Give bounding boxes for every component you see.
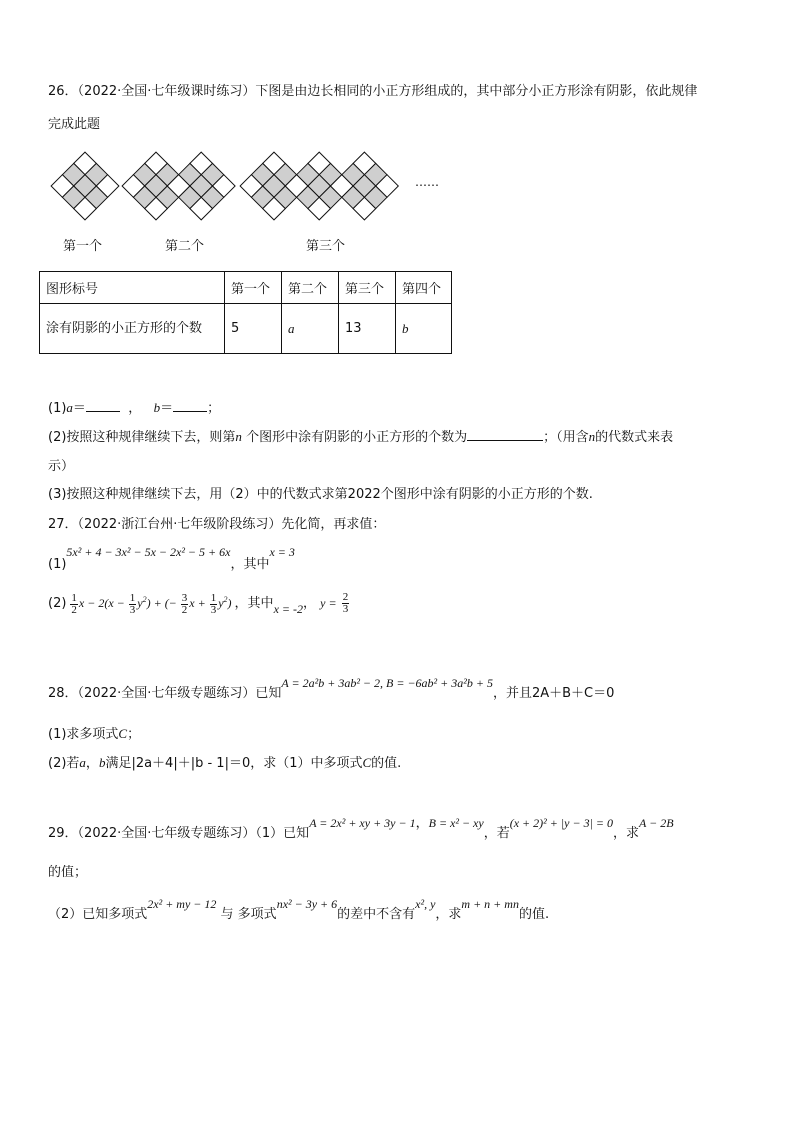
fig-label-3: 第三个	[306, 239, 346, 254]
q26-sub2-cont: 示）	[48, 459, 75, 474]
q28-tail: ，并且2A＋B＋C＝0	[492, 686, 615, 701]
p1-mid: ，其中	[230, 557, 270, 572]
q27-p2	[48, 592, 350, 632]
q26-source: （2022·全国·七年级课时练习）	[77, 84, 256, 99]
q29-cond: (x + 2)² + |y − 3| = 0	[509, 816, 613, 830]
y-frac: $\frac{2}{3}$	[342, 591, 349, 615]
p2-mid: ，其中	[234, 596, 274, 611]
q28-source: （2022·全国·七年级专题练习）	[77, 686, 256, 701]
q27-line1	[48, 513, 385, 532]
q29-p2: （2）已知多项式2x² + my − 12 与 多项式nx² − 3y + 6的差中不含有x², y，求m + n + mn的值.	[48, 897, 550, 922]
table-cell: 第四个	[396, 272, 452, 304]
p1-label: (1)	[48, 557, 67, 572]
sub1-label: (1)	[48, 401, 67, 416]
q29-line1: 29．（2022·全国·七年级专题练习）（1）已知A = 2x² + xy + 3y − 1，B = x² − xy，若(x + 2)² + |y − 3| = 0，求A − 2B	[48, 816, 674, 841]
q27-number: 27．	[48, 517, 78, 532]
table-cell: 第三个	[339, 272, 396, 304]
table-cell: 13	[339, 304, 396, 354]
q26-sub3: (3)按照这种规律继续下去，用（2）中的代数式求第2022个图形中涂有阴影的小正方形的个数.	[48, 487, 593, 502]
p2-expr: $\frac{1}{2}$ x − 2(x − $\frac{1}{3}$ $y^2$) + (− $\frac{3}{2}$ x + $\frac{1}{3}$ $y^2$)	[71, 591, 235, 616]
table-cell: 图形标号	[40, 272, 225, 304]
q28-expr: A = 2a²b + 3ab² − 2, B = −6ab² + 3a²b + 5	[281, 676, 493, 690]
q26-number: 26．	[48, 84, 78, 99]
var-b: b	[153, 400, 161, 415]
table-cell: 涂有阴影的小正方形的个数	[40, 304, 225, 354]
table-cell: 5	[225, 304, 282, 354]
q28-number: 28．	[48, 686, 78, 701]
q29-target: A − 2B	[638, 816, 674, 830]
end: ；	[207, 401, 221, 416]
table-cell: 第二个	[282, 272, 339, 304]
q26-text-b: 完成此题	[48, 117, 101, 132]
q29-source: （2022·全国·七年级专题练习）	[77, 826, 256, 841]
table-cell: a	[282, 304, 339, 354]
q26-line1	[48, 80, 697, 99]
sub2-d: 的代数式来表	[595, 430, 674, 445]
p1-cond: x = 3	[269, 545, 295, 559]
q28-p1: (1)求多项式C；	[48, 726, 141, 742]
q26-text-a: 下图是由边长相同的小正方形组成的，其中部分小正方形涂有阴影，依此规律	[255, 84, 698, 99]
q27-p1	[48, 541, 295, 575]
q28-p2: (2)若a，b满足|2a＋4|＋|b - 1|＝0，求（1）中多项式C的值.	[48, 755, 402, 771]
poly1: 2x² + my − 12	[147, 897, 217, 911]
q29-A: A = 2x² + xy + 3y − 1	[309, 816, 416, 830]
answer-blank[interactable]	[467, 440, 543, 441]
q26-sub1	[48, 397, 220, 416]
poly2: nx² − 3y + 6	[276, 897, 338, 911]
table-row	[40, 272, 452, 304]
var-a: a	[66, 400, 73, 415]
q26-ellipsis: ……	[415, 175, 439, 189]
q29-B: B = x² − xy	[428, 816, 484, 830]
q28-line1	[48, 672, 614, 700]
q28-text: 已知	[255, 686, 282, 701]
p1-expr: 5x² + 4 − 3x² − 5x − 2x² − 5 + 6x	[66, 545, 231, 559]
fig-label-1: 第一个	[63, 239, 103, 254]
var-ab: a	[79, 755, 86, 770]
q27-source: （2022·浙江台州·七年级阶段练习）	[77, 517, 282, 532]
q29-tail: 的值；	[48, 865, 88, 880]
q26-sub2	[48, 426, 673, 445]
sub2-a: (2)按照这种规律继续下去，则第	[48, 430, 236, 445]
table-cell: b	[396, 304, 452, 354]
answer-blank[interactable]	[86, 411, 120, 412]
sub2-b: 个图形中涂有阴影的小正方形的个数为	[246, 430, 468, 445]
p2-cond1: x = -2	[273, 602, 303, 616]
eq: ＝	[72, 401, 86, 416]
sub2-c: ；（用含	[543, 430, 589, 445]
sep: ，	[128, 401, 142, 416]
target2: m + n + mn	[461, 897, 519, 911]
var-c: C	[118, 726, 128, 741]
var-n: n	[235, 429, 242, 444]
p2-cond2: y =	[320, 596, 337, 610]
q26-figures	[40, 148, 460, 224]
answer-blank[interactable]	[173, 411, 207, 412]
var-n: n	[588, 429, 596, 444]
var-c: C	[362, 755, 372, 770]
p2-sep: ，	[302, 596, 316, 611]
eq: ＝	[160, 401, 174, 416]
table-row	[40, 304, 452, 354]
fig-label-2: 第二个	[165, 239, 205, 254]
table-cell: 第一个	[225, 272, 282, 304]
q29-number: 29．	[48, 826, 78, 841]
q26-table	[39, 271, 452, 354]
q27-text: 先化简，再求值：	[281, 517, 386, 532]
vars: x², y	[415, 897, 436, 911]
p2-label: (2)	[48, 596, 67, 611]
